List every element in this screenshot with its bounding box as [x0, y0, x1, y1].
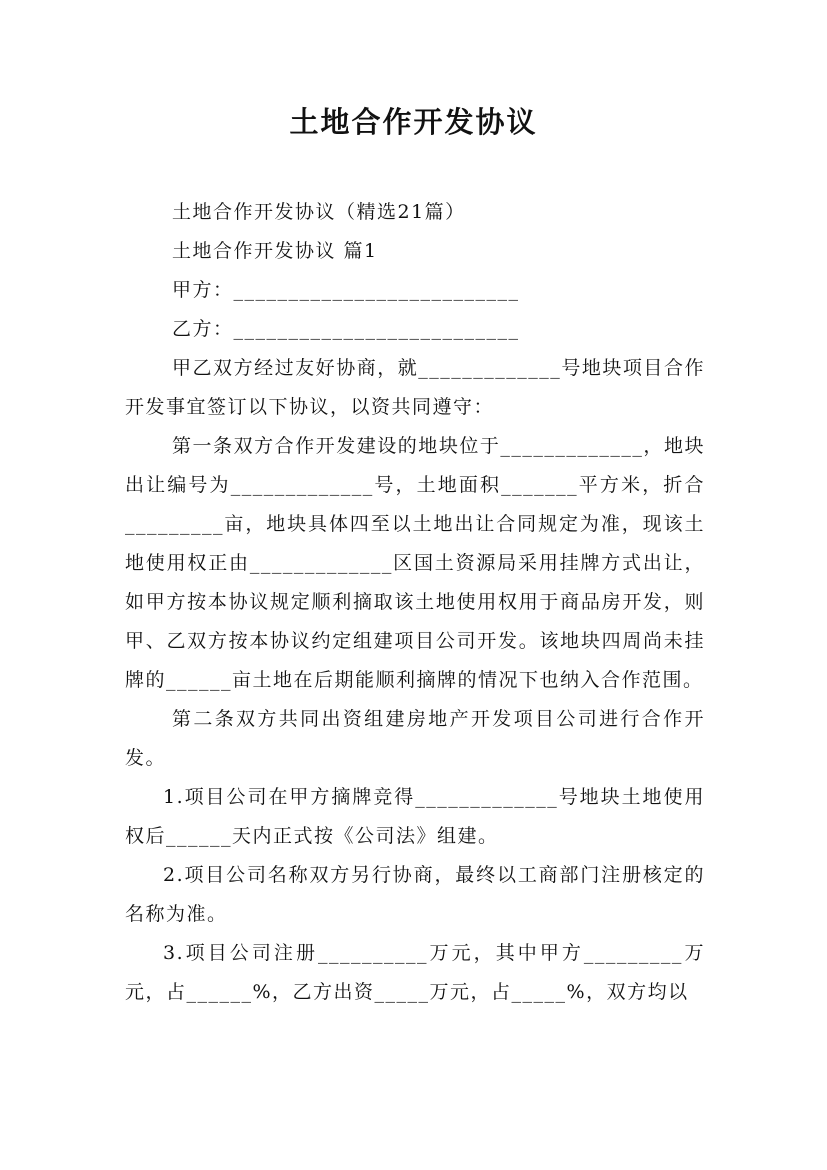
clause-1-paragraph: 1.项目公司在甲方摘牌竞得_____________号地块土地使用权后______天内正式按《公司法》组建。	[125, 786, 705, 847]
clause-2-paragraph: 2.项目公司名称双方另行协商，最终以工商部门注册核定的名称为准。	[125, 864, 705, 925]
party-b-line: 乙方：__________________________	[172, 318, 520, 340]
document-title: 土地合作开发协议	[289, 105, 538, 139]
document-body	[125, 193, 705, 1012]
section-heading: 土地合作开发协议 篇1	[172, 240, 378, 262]
intro-paragraph: 甲乙双方经过友好协商，就_____________号地块项目合作开发事宜签订以下协议，以资共同遵守：	[125, 357, 705, 418]
article-2-paragraph: 第二条双方共同出资组建房地产开发项目公司进行合作开发。	[125, 708, 705, 769]
clause-3-paragraph: 3.项目公司注册__________万元，其中甲方_________万元，占______%，乙方出资_____万元，占_____%，双方均以	[125, 942, 705, 1003]
article-1-paragraph: 第一条双方合作开发建设的地块位于_____________，地块出让编号为_____________号，土地面积_______平方米，折合_________亩，地块具体四至以土地出让合同规定为准，现该土地使用权正由_____________区国土资源局采用挂牌方式出让，如甲方按本协议规定顺利摘取该土地使用权用于商品房开发，则甲、乙双方按本协议约定组建项目公司开发。该地块四周尚未挂牌的______亩土地在后期能顺利摘牌的情况下也纳入合作范围。	[125, 435, 705, 691]
party-a-line: 甲方：__________________________	[172, 279, 520, 301]
subtitle-line: 土地合作开发协议（精选21篇）	[172, 201, 466, 223]
